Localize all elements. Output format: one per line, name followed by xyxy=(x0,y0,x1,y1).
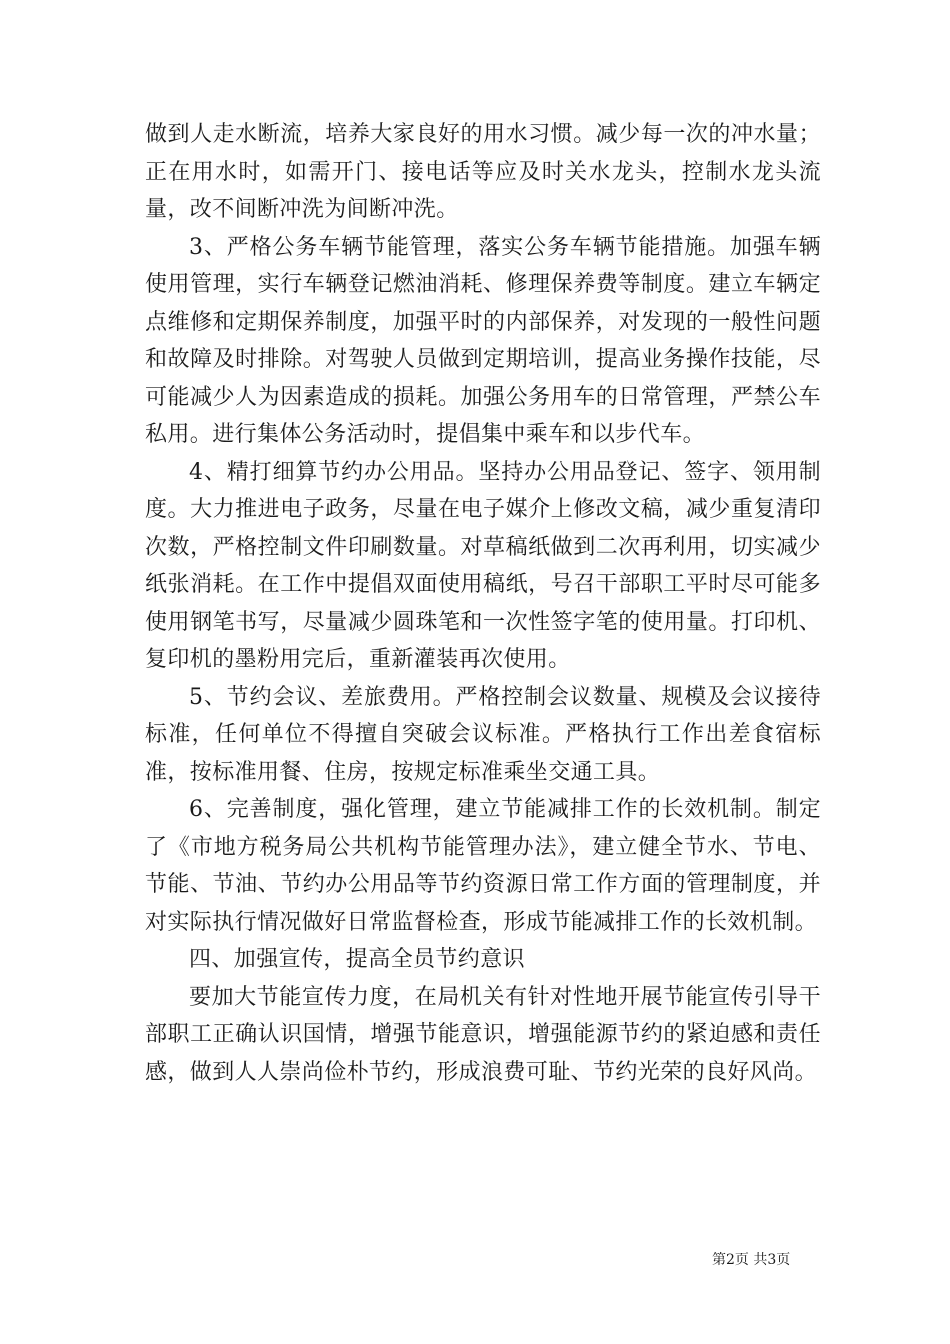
section-heading-publicity: 四、加强宣传，提高全员节约意识 xyxy=(189,947,526,972)
footer-current-page: 2 xyxy=(726,1252,735,1268)
footer-total-pages: 3 xyxy=(767,1252,777,1268)
footer-middle: 页 共 xyxy=(734,1252,768,1268)
footer-suffix: 页 xyxy=(776,1252,791,1268)
paragraph-meeting-travel-costs: 5、节约会议、差旅费用。严格控制会议数量、规模及会议接待标准，任何单位不得擅自突破会议标准。严格执行工作出差食宿标准，按标准用餐、住房，按规定标准乘坐交通工具。 xyxy=(145,684,821,785)
footer-prefix: 第 xyxy=(712,1252,726,1268)
document-body xyxy=(145,116,821,1091)
paragraph-long-term-mechanism: 6、完善制度，强化管理，建立节能减排工作的长效机制。制定了《市地方税务局公共机构节能管理办法》，建立健全节水、节电、节能、节油、节约办公用品等节约资源日常工作方面的管理制度，并对实际执行情况做好日常监督检查，形成节能减排工作的长效机制。 xyxy=(145,797,821,935)
paragraph-office-supplies: 4、精打细算节约办公用品。坚持办公用品登记、签字、领用制度。大力推进电子政务，尽量在电子媒介上修改文稿，减少重复清印次数，严格控制文件印刷数量。对草稿纸做到二次再利用，切实减少纸张消耗。在工作中提倡双面使用稿纸，号召干部职工平时尽可能多使用钢笔书写，尽量减少圆珠笔和一次性签字笔的使用量。打印机、复印机的墨粉用完后，重新灌装再次使用。 xyxy=(145,459,821,672)
paragraph-water-saving-continued: 做到人走水断流，培养大家良好的用水习惯。减少每一次的冲水量；正在用水时，如需开门、接电话等应及时关水龙头，控制水龙头流量，改不间断冲洗为间断冲洗。 xyxy=(145,122,821,222)
page-number-footer xyxy=(712,1249,790,1269)
paragraph-publicity: 要加大节能宣传力度，在局机关有针对性地开展节能宣传引导干部职工正确认识国情，增强节能意识，增强能源节约的紧迫感和责任感，做到人人崇尚俭朴节约，形成浪费可耻、节约光荣的良好风尚。 xyxy=(145,984,821,1085)
paragraph-vehicle-management: 3、严格公务车辆节能管理，落实公务车辆节能措施。加强车辆使用管理，实行车辆登记燃油消耗、修理保养费等制度。建立车辆定点维修和定期保养制度，加强平时的内部保养，对发现的一般性问题和故障及时排除。对驾驶人员做到定期培训，提高业务操作技能，尽可能减少人为因素造成的损耗。加强公务用车的日常管理，严禁公车私用。进行集体公务活动时，提倡集中乘车和以步代车。 xyxy=(145,234,821,447)
